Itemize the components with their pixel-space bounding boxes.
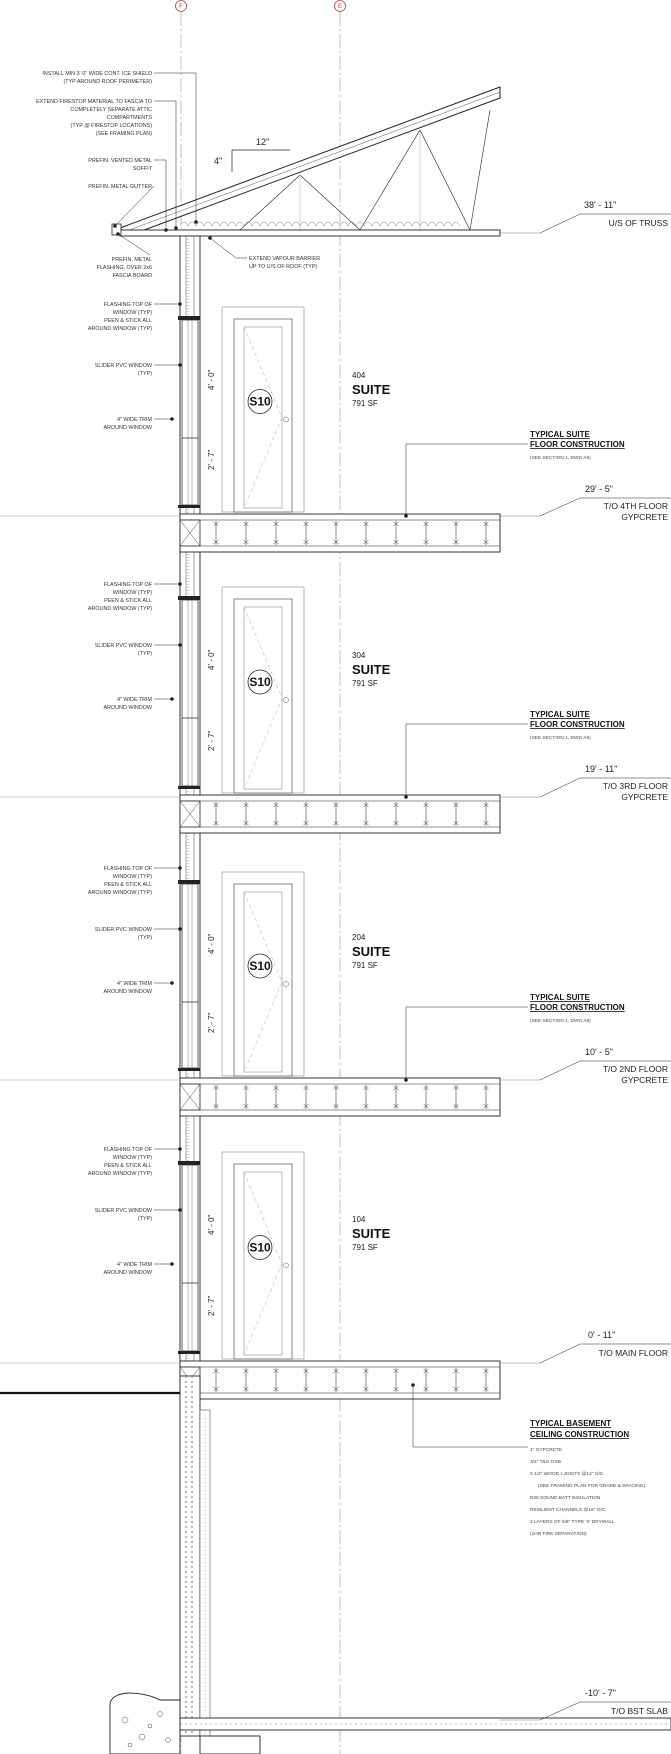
roof-note-6: (TYP @ FIRESTOP LOCATIONS) [70,123,152,129]
level-elevation: 38' - 11" [584,200,617,210]
window-height-dim: 4' - 0" [207,369,216,390]
callout-heading-2: FLOOR CONSTRUCTION [530,440,625,449]
window-note-slider-2: (TYP) [137,651,152,657]
suite-label-204 [352,933,391,970]
window-note-trim-2: AROUND WINDOW [103,1270,152,1276]
door-elevation [222,1152,304,1359]
door-tag: S10 [249,959,271,973]
suite-name: SUITE [352,1226,391,1241]
roof-note-8: PREFIN. VENTED METAL [88,158,152,164]
roof-slope-run: 12" [256,137,270,147]
level-name: T/O MAIN FLOOR [598,1348,668,1358]
floor-construction-callout-4 [404,430,625,518]
window-unit [178,316,216,508]
window-note-flash-2: WINDOW (TYP) [112,874,152,880]
fascia-note-1: PREFIN. METAL [111,257,152,263]
window-height-dim: 4' - 0" [207,649,216,670]
basement-heading-1: TYPICAL BASEMENT [530,1419,612,1428]
window-note-flash-1: FLASHING TOP OF [103,582,152,588]
level-elevation: 19' - 11" [585,764,618,774]
window-note-flash-2: WINDOW (TYP) [112,590,152,596]
basement-line-4: (SEE FRAMING PLAN FOR GRADE & SPACING) [538,1484,646,1489]
callout-ref: (SEE SECTION 1, DWG A8) [530,456,591,461]
roof-note-2: (TYP AROUND ROOF PERIMETER) [63,79,152,85]
basement-line-3: 9 1/2" WOOD I-JOISTS @12" O/C [530,1472,604,1477]
roof-note-10: PREFIN. METAL GUTTER [88,184,152,190]
window-note-trim-2: AROUND WINDOW [103,705,152,711]
suite-number: 204 [352,933,366,942]
door-tag: S10 [249,394,271,409]
level-name-2: GYPCRETE [621,1075,668,1085]
level-marker-main [500,1330,671,1363]
callout-heading-1: TYPICAL SUITE [530,430,590,439]
window-note-trim-1: 4" WIDE TRIM [116,1262,152,1268]
floor-assembly [0,514,500,552]
window-note-flash-3: PEEN & STICK ALL [104,598,152,604]
level-name-1: T/O 4TH FLOOR [603,501,668,511]
window-note-trim-2: AROUND WINDOW [103,989,152,995]
floor-construction-callout-3 [404,710,625,799]
window-note-flash-3: PEEN & STICK ALL [104,1163,152,1169]
window-note-slider-2: (TYP) [137,935,152,941]
level-marker-truss [500,200,671,233]
level-elevation: -10' - 7" [585,1688,616,1698]
roof-note-5: COMPARTMENTS [106,115,152,121]
window-note-flash-1: FLASHING TOP OF [103,302,152,308]
callout-ref: (SEE SECTION 1, DWG A8) [530,736,591,741]
fascia-note-2: FLASHING, OVER 2x6 [96,265,152,271]
fascia-note-3: FASCIA BOARD [112,273,152,279]
basement-line-2: 3/4" T&G OSB [530,1460,561,1465]
door-tag: S10 [249,675,271,689]
window-note-flash-4: AROUND WINDOW (TYP) [87,606,152,612]
basement-line-1: 1" GYPCRETE [530,1448,563,1453]
window-note-slider-1: SLIDER PVC WINDOW [94,363,152,369]
window-note-slider-2: (TYP) [137,1216,152,1222]
window-notes [88,302,182,431]
vapour-note-2: UP TO U/S OF ROOF (TYP) [249,264,318,270]
suite-label-304 [352,651,391,688]
basement-line-8: (1HR FIRE SEPARATION) [530,1532,587,1537]
level-marker-2nd [500,1047,671,1085]
window-notes [88,1147,182,1276]
basement-ceiling-callout [411,1383,645,1537]
sill-height-dim: 2' - 7" [207,1295,216,1316]
level-marker-basement [500,1688,671,1720]
window-note-flash-3: PEEN & STICK ALL [104,318,152,324]
floor-assemblies [0,302,500,1399]
level-name-1: T/O 2ND FLOOR [602,1064,668,1074]
door-elevation [222,587,304,793]
level-elevation: 0' - 11" [588,1330,616,1340]
window-note-trim-1: 4" WIDE TRIM [116,981,152,987]
roof-note-3: EXTEND FIRESTOP MATERIAL TO FASCIA TO [36,99,152,105]
basement-line-7: 2 LAYERS OF 5/8" TYPE 'X' DRYWALL [530,1520,615,1525]
window-note-trim-1: 4" WIDE TRIM [116,697,152,703]
window-note-slider-2: (TYP) [137,371,152,377]
roof-note-9: SOFFIT [132,166,152,172]
suite-name: SUITE [352,944,391,959]
window-notes [88,866,182,995]
level-elevation: 29' - 5" [585,484,613,494]
suite-label-104 [352,1215,391,1252]
level-name-1: T/O 3RD FLOOR [602,781,668,791]
floor-construction-callout-2 [404,993,625,1082]
window-note-trim-2: AROUND WINDOW [103,425,152,431]
roof-slope-rise: 4" [214,156,223,166]
sill-height-dim: 2' - 7" [207,449,216,470]
window-unit [178,596,216,789]
window-note-flash-4: AROUND WINDOW (TYP) [87,890,152,896]
suite-area: 791 SF [352,1243,378,1252]
basement-heading-2: CEILING CONSTRUCTION [530,1430,630,1439]
sill-height-dim: 2' - 7" [207,730,216,751]
window-unit [178,1161,216,1354]
level-name-2: GYPCRETE [621,792,668,802]
suite-area: 791 SF [352,679,378,688]
suite-number: 404 [352,371,366,380]
door-tag: S10 [249,1240,271,1255]
floor-assembly [0,1078,500,1116]
suite-name: SUITE [352,662,391,677]
suite-area: 791 SF [352,399,378,408]
roof-note-1: INSTALL MIN 3'-0" WIDE CONT. ICE SHIELD [42,71,152,77]
callout-heading-1: TYPICAL SUITE [530,993,590,1002]
window-height-dim: 4' - 0" [207,1214,216,1235]
door-elevation [222,307,304,512]
grid-label-e: E [337,4,343,10]
basement-line-5: R28 SOUND BATT INSULATION [530,1496,601,1501]
window-note-flash-4: AROUND WINDOW (TYP) [87,326,152,332]
level-marker-3rd [500,764,671,802]
window-note-flash-2: WINDOW (TYP) [112,1155,152,1161]
window-note-slider-1: SLIDER PVC WINDOW [94,643,152,649]
window-note-flash-3: PEEN & STICK ALL [104,882,152,888]
suite-number: 104 [352,1215,366,1224]
window-note-flash-2: WINDOW (TYP) [112,310,152,316]
window-note-flash-1: FLASHING TOP OF [103,1147,152,1153]
door-elevation [222,872,304,1076]
callout-heading-2: FLOOR CONSTRUCTION [530,1003,625,1012]
suite-number: 304 [352,651,366,660]
suite-label-404 [352,371,391,408]
window-notes [88,582,182,711]
roof-note-4: COMPLETELY SEPARATE ATTIC [70,107,152,113]
window-unit [178,880,216,1071]
callout-ref: (SEE SECTION 1, DWG A8) [530,1019,591,1024]
suite-area: 791 SF [352,961,378,970]
level-name: U/S OF TRUSS [608,218,668,228]
sill-height-dim: 2' - 7" [207,1012,216,1033]
level-marker-4th [500,484,671,522]
window-note-slider-1: SLIDER PVC WINDOW [94,1208,152,1214]
callout-heading-2: FLOOR CONSTRUCTION [530,720,625,729]
level-name-2: GYPCRETE [621,512,668,522]
callout-heading-1: TYPICAL SUITE [530,710,590,719]
window-height-dim: 4' - 0" [207,933,216,954]
grid-label-f: F [179,4,183,10]
level-name: T/O BST SLAB [610,1706,668,1716]
window-note-slider-1: SLIDER PVC WINDOW [94,927,152,933]
window-note-flash-4: AROUND WINDOW (TYP) [87,1171,152,1177]
window-note-trim-1: 4" WIDE TRIM [116,417,152,423]
window-note-flash-1: FLASHING TOP OF [103,866,152,872]
floor-assembly [0,795,500,833]
suite-name: SUITE [352,382,391,397]
basement-line-6: RESILIENT CHANNELS @16" O/C [530,1508,606,1513]
roof-note-7: (SEE FRAMING PLAN) [95,131,152,137]
roof-assembly [112,87,500,236]
vapour-note-1: EXTEND VAPOUR BARRIER [249,256,321,262]
level-elevation: 10' - 5" [585,1047,613,1057]
